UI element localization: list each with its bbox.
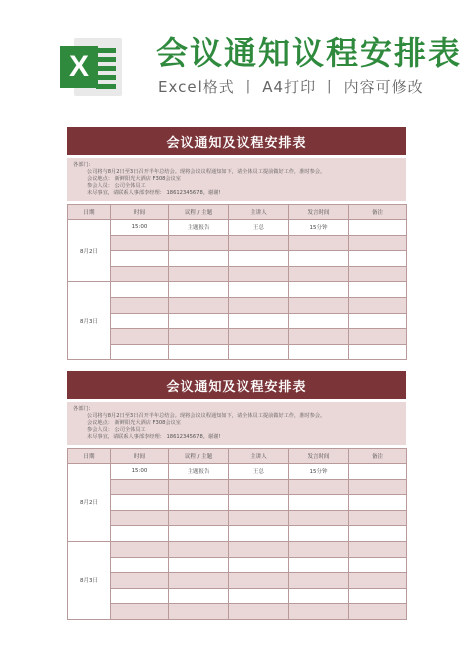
table-cell[interactable]: 主题报告 — [169, 464, 229, 480]
table-cell[interactable] — [169, 329, 229, 345]
table-cell[interactable] — [229, 526, 289, 542]
table-cell[interactable] — [289, 588, 349, 604]
table-cell[interactable] — [289, 282, 349, 298]
column-header: 发言时间 — [289, 449, 349, 464]
column-header: 主讲人 — [229, 449, 289, 464]
table-cell[interactable] — [169, 313, 229, 329]
table-cell[interactable] — [169, 510, 229, 526]
column-header: 日期 — [68, 205, 111, 220]
table-row — [68, 329, 407, 345]
table-cell[interactable] — [111, 495, 169, 511]
table-cell[interactable] — [229, 266, 289, 282]
table-cell[interactable] — [349, 526, 407, 542]
table-cell[interactable] — [349, 557, 407, 573]
column-header: 主讲人 — [229, 205, 289, 220]
table-row — [68, 510, 407, 526]
table-cell[interactable]: 主题报告 — [169, 220, 229, 236]
table-header-row — [68, 205, 407, 220]
notice-line: 参会人员： 公司全体员工 — [87, 183, 146, 189]
table-cell[interactable] — [349, 588, 407, 604]
table-cell[interactable] — [169, 604, 229, 620]
table-cell[interactable] — [111, 526, 169, 542]
table-cell[interactable] — [229, 573, 289, 589]
date-cell: 8月2日 — [68, 464, 111, 542]
schedule-document — [67, 127, 406, 360]
table-cell[interactable] — [111, 557, 169, 573]
notice-line: 各部门: — [73, 162, 91, 168]
banner-title: 会议通知议程安排表 — [156, 34, 463, 72]
table-cell[interactable] — [349, 251, 407, 267]
table-cell[interactable] — [169, 557, 229, 573]
table-cell[interactable] — [111, 282, 169, 298]
table-cell[interactable] — [169, 266, 229, 282]
table-row — [68, 220, 407, 236]
excel-icon — [60, 38, 122, 96]
table-cell[interactable] — [111, 573, 169, 589]
table-header-row — [68, 449, 407, 464]
schedule-document — [67, 371, 406, 620]
table-cell[interactable] — [289, 557, 349, 573]
banner — [0, 0, 474, 112]
excel-letter: X — [60, 46, 98, 88]
table-cell[interactable] — [289, 495, 349, 511]
table-cell[interactable] — [111, 313, 169, 329]
table-cell[interactable] — [111, 235, 169, 251]
notice-line: 会议地点： 新鲜阳光大酒店 F308会议室 — [87, 176, 181, 182]
date-cell: 8月2日 — [68, 220, 111, 282]
banner-subtitle: Excel格式 丨 A4打印 丨 内容可修改 — [158, 78, 424, 96]
notice-line: 参会人员： 公司全体员工 — [87, 427, 146, 433]
table-cell[interactable] — [289, 297, 349, 313]
table-cell[interactable]: 15分钟 — [289, 220, 349, 236]
table-cell[interactable] — [289, 526, 349, 542]
table-cell[interactable] — [289, 344, 349, 360]
table-cell[interactable] — [111, 588, 169, 604]
table-cell[interactable] — [111, 297, 169, 313]
table-row — [68, 588, 407, 604]
table-cell[interactable] — [349, 297, 407, 313]
table-cell[interactable] — [111, 251, 169, 267]
column-header: 时间 — [111, 449, 169, 464]
table-cell[interactable] — [289, 573, 349, 589]
date-cell: 8月3日 — [68, 282, 111, 360]
column-header: 发言时间 — [289, 205, 349, 220]
table-row — [68, 313, 407, 329]
column-header: 备注 — [349, 205, 407, 220]
table-row — [68, 235, 407, 251]
table-row — [68, 557, 407, 573]
table-cell[interactable] — [229, 297, 289, 313]
table-cell[interactable] — [289, 604, 349, 620]
table-cell[interactable] — [229, 344, 289, 360]
table-cell[interactable] — [229, 329, 289, 345]
table-cell[interactable] — [289, 510, 349, 526]
table-cell[interactable] — [169, 541, 229, 557]
table-cell[interactable] — [289, 251, 349, 267]
table-cell[interactable] — [111, 329, 169, 345]
notice-line: 公司将与8月2日至3日召开半年总结会。现将会议议程通知如下，请全体员工提前做好工作，准时参会。 — [87, 413, 326, 419]
table-cell[interactable] — [111, 266, 169, 282]
table-cell[interactable]: 王总 — [229, 220, 289, 236]
table-cell[interactable] — [169, 588, 229, 604]
table-cell[interactable] — [169, 479, 229, 495]
table-cell[interactable] — [349, 604, 407, 620]
doc-header: 会议通知及议程安排表 — [67, 127, 406, 155]
table-cell[interactable] — [169, 573, 229, 589]
notice-line: 未尽事宜，请联系人事部李经理： 18612345678。谢谢! — [87, 190, 221, 196]
table-cell[interactable] — [349, 464, 407, 480]
table-cell[interactable] — [229, 313, 289, 329]
table-cell[interactable] — [349, 266, 407, 282]
table-cell[interactable] — [111, 604, 169, 620]
table-cell[interactable] — [349, 541, 407, 557]
table-cell[interactable] — [349, 510, 407, 526]
table-cell[interactable] — [349, 479, 407, 495]
table-cell[interactable] — [289, 541, 349, 557]
table-cell[interactable] — [289, 266, 349, 282]
table-cell[interactable] — [349, 344, 407, 360]
table-cell[interactable] — [229, 479, 289, 495]
table-cell[interactable]: 15:00 — [111, 464, 169, 480]
table-row — [68, 344, 407, 360]
table-cell[interactable] — [111, 510, 169, 526]
table-cell[interactable] — [349, 329, 407, 345]
notice-line: 未尽事宜，请联系人事部李经理： 18612345678。谢谢! — [87, 434, 221, 440]
schedule-table — [67, 204, 407, 360]
table-row — [68, 266, 407, 282]
date-cell: 8月3日 — [68, 541, 111, 619]
table-row — [68, 573, 407, 589]
table-cell[interactable] — [229, 588, 289, 604]
table-cell[interactable] — [169, 297, 229, 313]
table-cell[interactable] — [229, 510, 289, 526]
table-row — [68, 495, 407, 511]
column-header: 备注 — [349, 449, 407, 464]
doc-header: 会议通知及议程安排表 — [67, 371, 406, 399]
notice-line: 公司将与8月2日至3日召开半年总结会。现将会议议程通知如下，请全体员工提前做好工作，准时参会。 — [87, 169, 326, 175]
table-cell[interactable] — [349, 495, 407, 511]
table-cell[interactable] — [229, 604, 289, 620]
notice-line: 各部门: — [73, 406, 91, 412]
table-cell[interactable] — [169, 495, 229, 511]
table-cell[interactable] — [111, 479, 169, 495]
table-cell[interactable]: 15:00 — [111, 220, 169, 236]
table-cell[interactable]: 15分钟 — [289, 464, 349, 480]
table-row — [68, 464, 407, 480]
table-cell[interactable] — [289, 235, 349, 251]
table-cell[interactable] — [229, 251, 289, 267]
table-cell[interactable] — [229, 235, 289, 251]
table-cell[interactable] — [111, 344, 169, 360]
table-cell[interactable] — [169, 282, 229, 298]
column-header: 议程 / 主题 — [169, 449, 229, 464]
table-cell[interactable] — [349, 573, 407, 589]
table-cell[interactable]: 王总 — [229, 464, 289, 480]
table-cell[interactable] — [289, 329, 349, 345]
table-cell[interactable] — [289, 313, 349, 329]
table-cell[interactable] — [169, 251, 229, 267]
notice-line: 会议地点： 新鲜阳光大酒店 F308会议室 — [87, 420, 181, 426]
table-row — [68, 251, 407, 267]
table-cell[interactable] — [169, 526, 229, 542]
table-row — [68, 541, 407, 557]
table-row — [68, 297, 407, 313]
table-cell[interactable] — [169, 235, 229, 251]
table-cell[interactable] — [349, 220, 407, 236]
table-row — [68, 526, 407, 542]
table-cell[interactable] — [229, 557, 289, 573]
table-cell[interactable] — [349, 235, 407, 251]
notice-text — [67, 158, 406, 201]
table-cell[interactable] — [111, 541, 169, 557]
table-row — [68, 479, 407, 495]
table-cell[interactable] — [289, 479, 349, 495]
column-header: 日期 — [68, 449, 111, 464]
table-row — [68, 604, 407, 620]
table-cell[interactable] — [229, 495, 289, 511]
column-header: 时间 — [111, 205, 169, 220]
table-cell[interactable] — [349, 282, 407, 298]
schedule-table — [67, 448, 407, 620]
notice-text — [67, 402, 406, 445]
column-header: 议程 / 主题 — [169, 205, 229, 220]
table-cell[interactable] — [229, 541, 289, 557]
table-cell[interactable] — [229, 282, 289, 298]
table-row — [68, 282, 407, 298]
table-cell[interactable] — [169, 344, 229, 360]
table-cell[interactable] — [349, 313, 407, 329]
